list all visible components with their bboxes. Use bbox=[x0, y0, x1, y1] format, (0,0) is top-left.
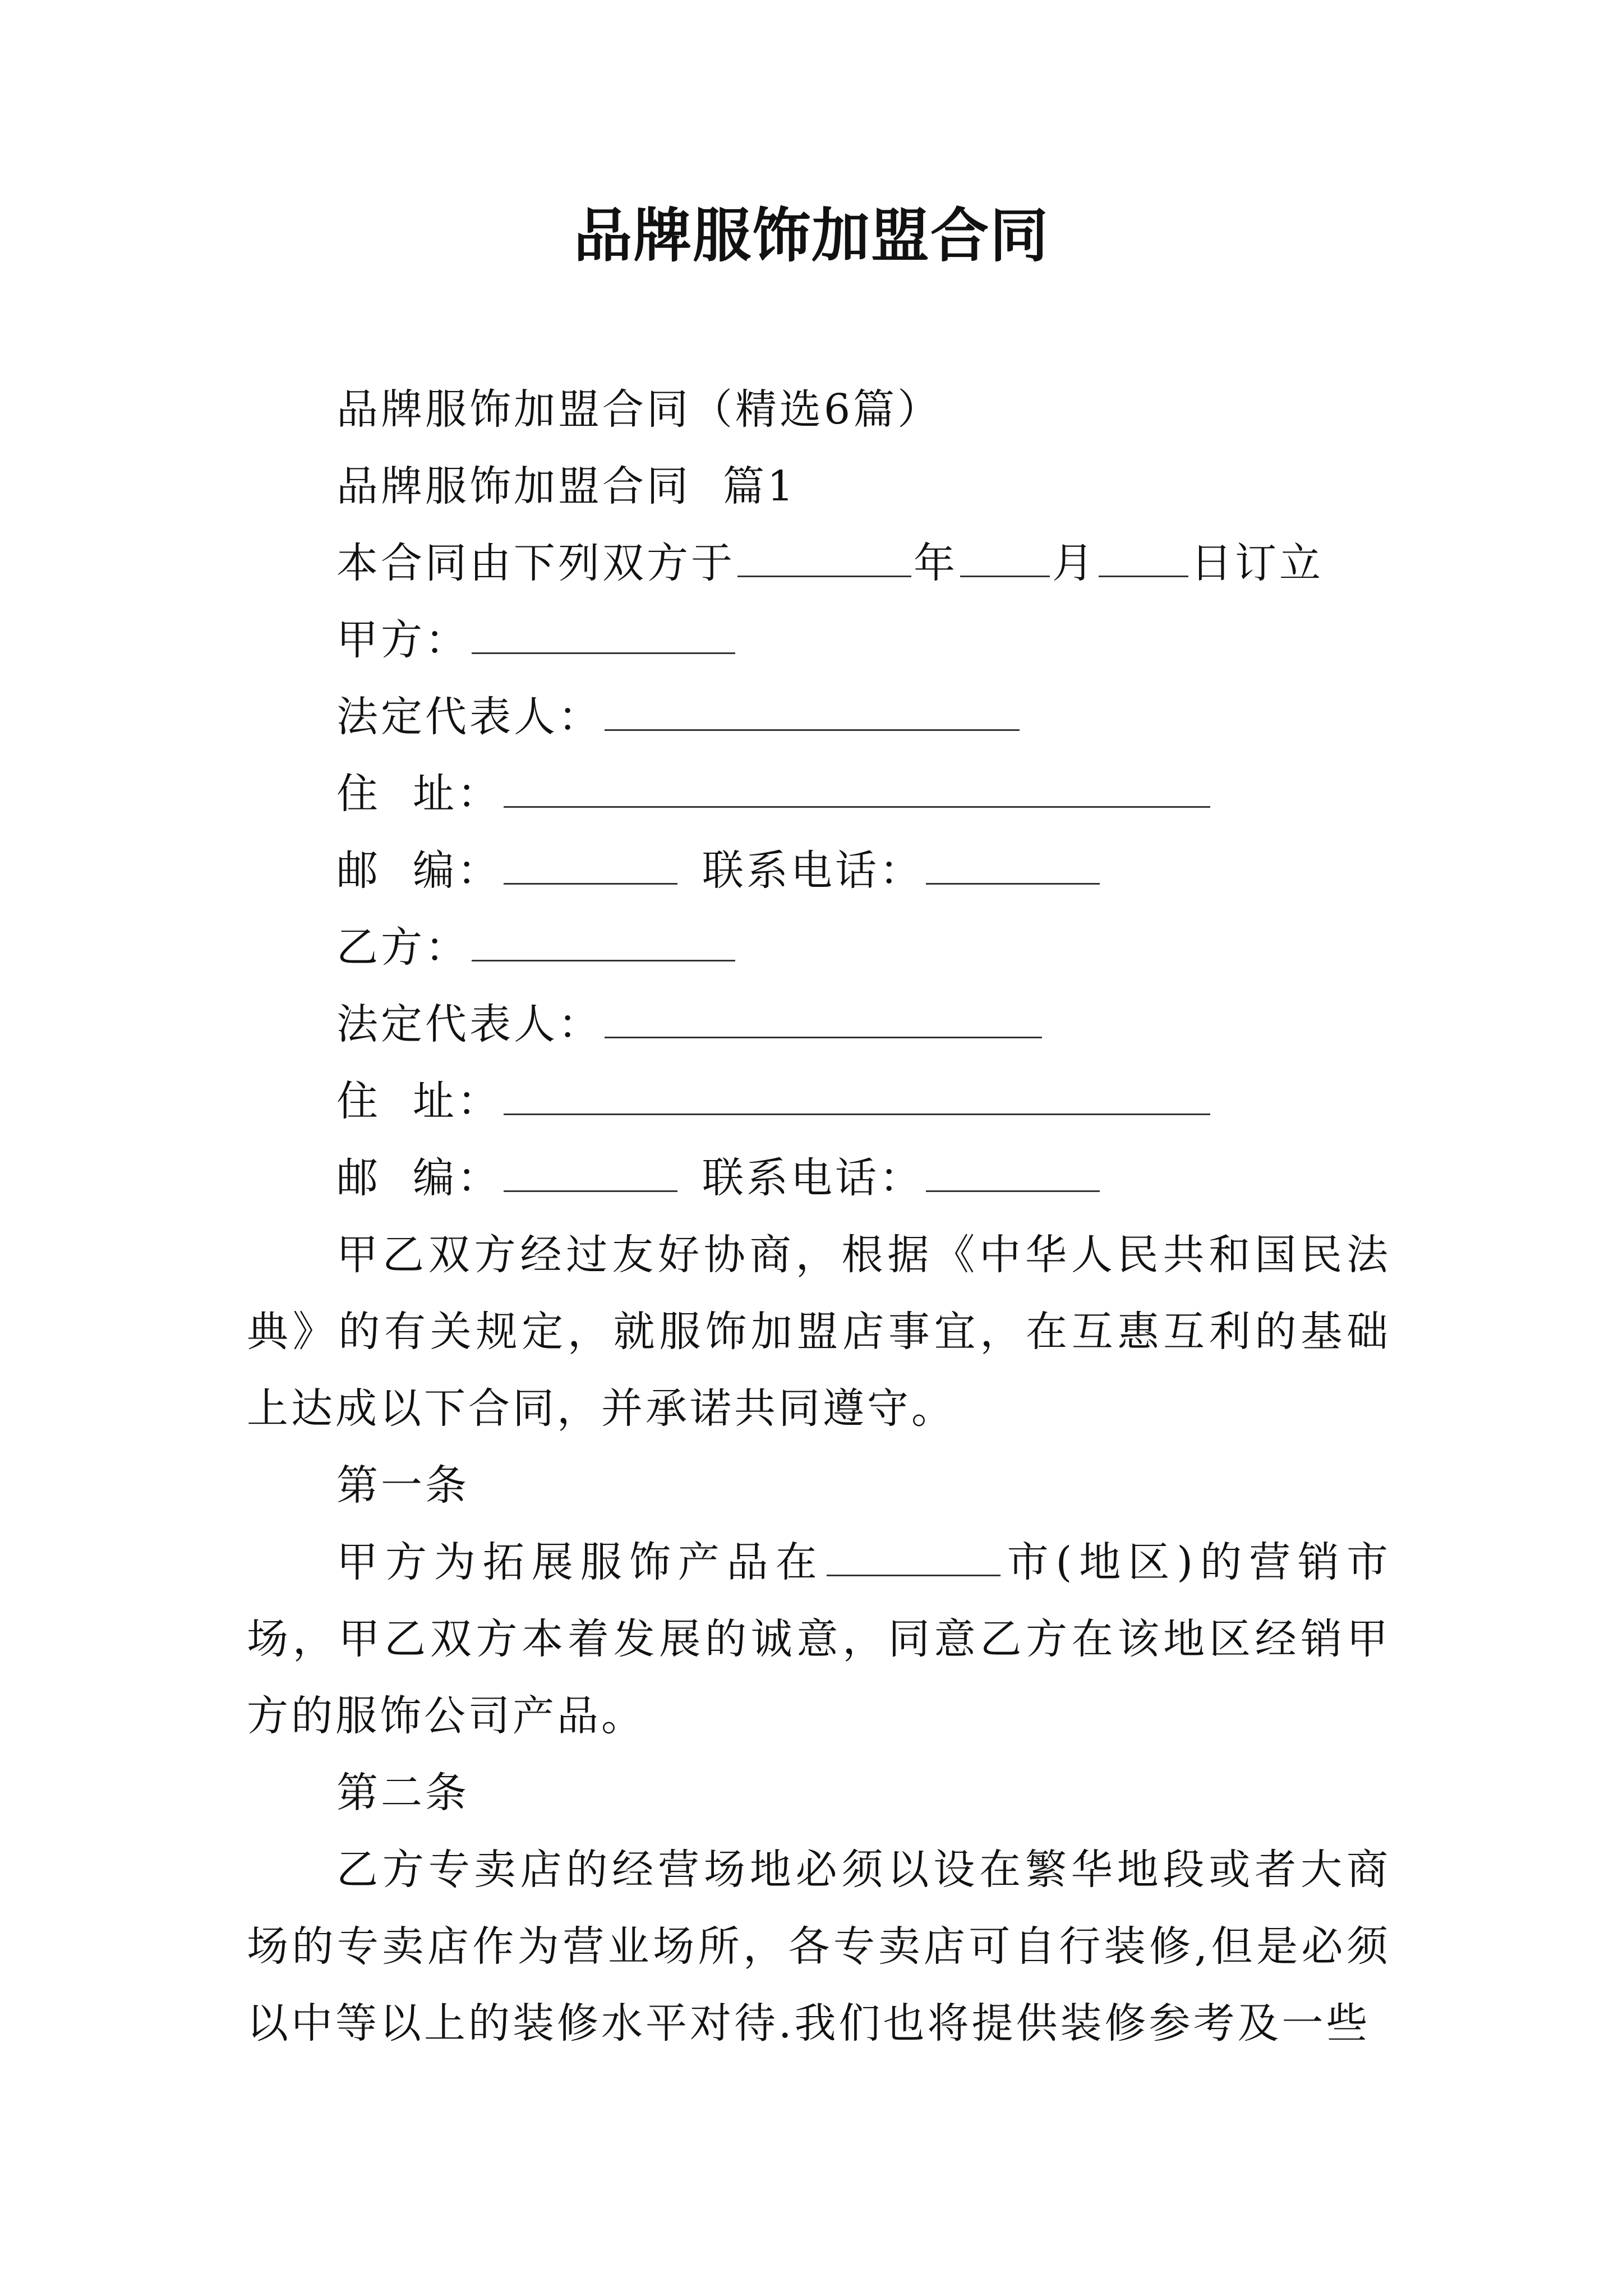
article-2-heading: 第二条 bbox=[336, 1769, 469, 1817]
city-blank bbox=[827, 1540, 1000, 1576]
party-a-rep-line bbox=[247, 679, 1391, 756]
party-b-phone-label: 联系电话： bbox=[702, 1154, 924, 1202]
day-blank bbox=[1099, 541, 1188, 577]
party-b-rep-label: 法定代表人： bbox=[336, 1000, 602, 1048]
party-b-postcode-label: 邮 编： bbox=[336, 1154, 502, 1202]
document-body bbox=[247, 371, 1391, 2062]
party-a-rep-blank bbox=[605, 694, 1020, 731]
article-1-text bbox=[247, 1524, 1391, 1755]
intro-paragraph: 甲乙双方经过友好协商，根据《中华人民共和国民法典》的有关规定，就服饰加盟店事宜，在互惠互利的基础上达成以下合同，并承诺共同遵守。 bbox=[247, 1231, 1391, 1433]
party-a-line bbox=[247, 602, 1391, 679]
document-title: 品牌服饰加盟合同 bbox=[573, 201, 1049, 270]
month-blank bbox=[960, 541, 1050, 577]
party-a-postcode-label: 邮 编： bbox=[336, 846, 502, 895]
article-1-text-before: 甲方为拓展服饰产品在 bbox=[336, 1538, 824, 1586]
party-a-address-line bbox=[247, 756, 1391, 832]
party-b-rep-line bbox=[247, 986, 1391, 1063]
year-blank bbox=[737, 541, 911, 577]
party-b-address-line bbox=[247, 1063, 1391, 1140]
party-a-blank bbox=[472, 618, 735, 654]
party-a-rep-label: 法定代表人： bbox=[336, 693, 602, 741]
article-2-text: 乙方专卖店的经营场地必须以设在繁华地段或者大商场的专卖店作为营业场所，各专卖店可自行装修,但是必须以中等以上的装修水平对待.我们也将提供装修参考及一些 bbox=[247, 1846, 1391, 2047]
date-line bbox=[247, 525, 1391, 602]
subtitle: 品牌服饰加盟合同（精选6篇） bbox=[336, 385, 942, 434]
party-a-address-label: 住 址： bbox=[336, 770, 502, 818]
article-1-text-after: 市(地区)的营销市场，甲乙双方本着发展的诚意，同意乙方在该地区经销甲方的服饰公司产品。 bbox=[247, 1538, 1391, 1740]
party-b-label: 乙方： bbox=[336, 923, 469, 972]
party-b-phone-blank bbox=[926, 1156, 1100, 1192]
party-b-rep-blank bbox=[605, 1002, 1042, 1038]
date-prefix: 本合同由下列双方于 bbox=[336, 539, 735, 587]
date-suffix: 日订立 bbox=[1191, 539, 1324, 587]
party-a-postcode-blank bbox=[504, 848, 677, 885]
party-b-line bbox=[247, 909, 1391, 986]
party-a-phone-blank bbox=[926, 848, 1100, 885]
month-label: 月 bbox=[1052, 539, 1096, 587]
party-b-address-blank bbox=[504, 1079, 1210, 1115]
party-b-blank bbox=[472, 925, 735, 961]
party-a-label: 甲方： bbox=[336, 616, 469, 664]
party-b-postcode-blank bbox=[504, 1156, 677, 1192]
article-1-heading: 第一条 bbox=[336, 1461, 469, 1510]
year-label: 年 bbox=[914, 539, 958, 587]
party-a-contact-line bbox=[247, 832, 1391, 909]
party-b-address-label: 住 址： bbox=[336, 1077, 502, 1125]
party-a-address-blank bbox=[504, 771, 1210, 808]
party-a-phone-label: 联系电话： bbox=[702, 846, 924, 895]
party-b-contact-line bbox=[247, 1140, 1391, 1217]
section-heading: 品牌服饰加盟合同 篇1 bbox=[336, 462, 797, 510]
